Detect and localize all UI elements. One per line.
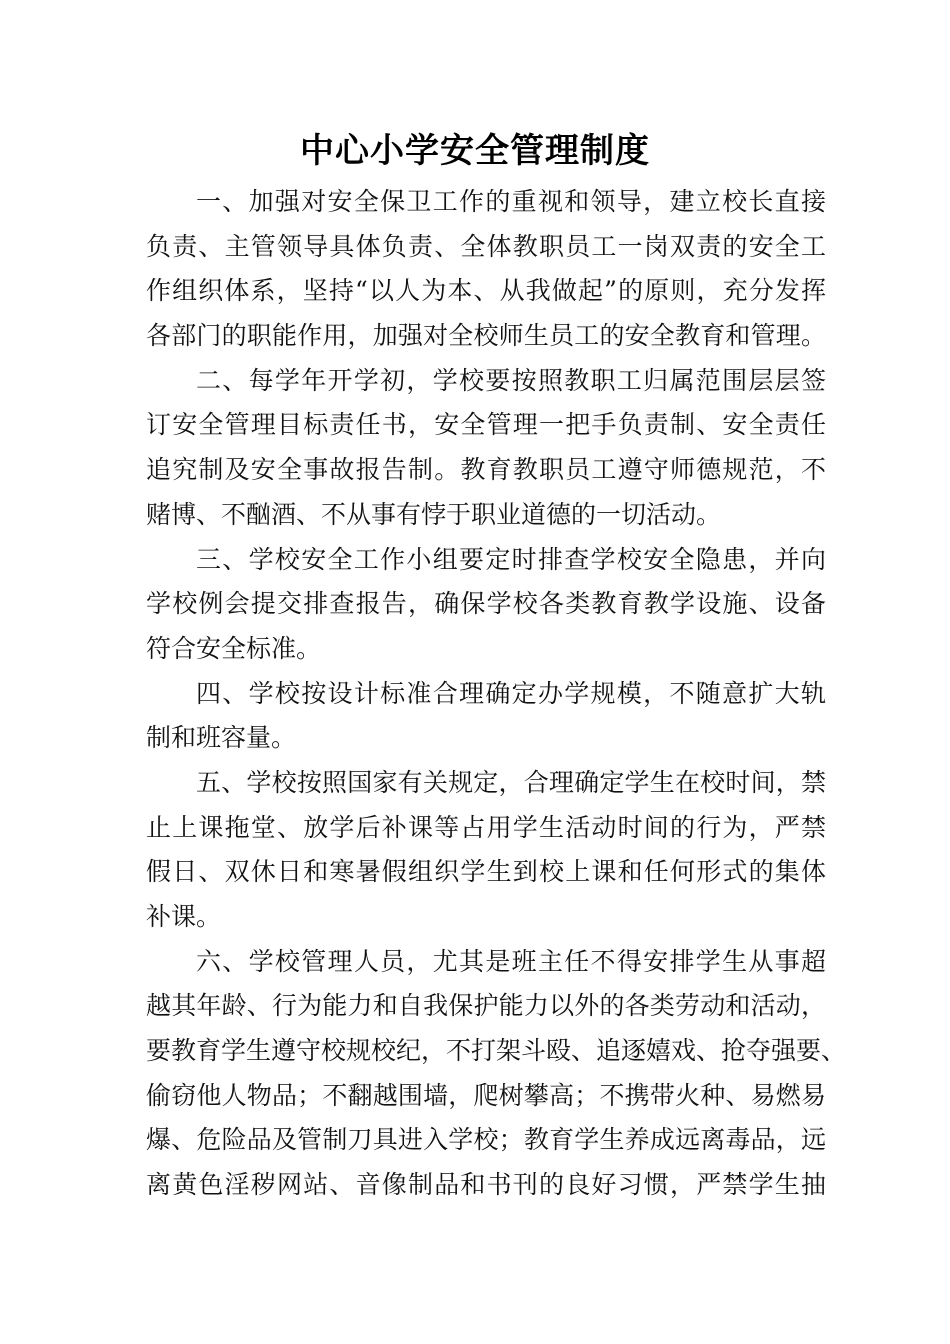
paragraph-line: 离黄色淫秽网站、音像制品和书刊的良好习惯，严禁学生抽 [146,1170,826,1200]
paragraph-line: 订安全管理目标责任书，安全管理一把手负责制、安全责任 [146,410,826,440]
paragraph-line: 符合安全标准。 [146,633,322,663]
paragraph-line: 补课。 [146,902,222,931]
paragraph-line: 各部门的职能作用，加强对全校师生员工的安全教育和管理。 [146,321,826,351]
paragraph-1 [146,180,826,359]
paragraph-line: 负责、主管领导具体负责、全体教职员工一岗双责的安全工 [146,231,826,261]
paragraph-line: 追究制及安全事故报告制。教育教职员工遵守师德规范，不 [146,455,826,485]
paragraph-line: 四、学校按设计标准合理确定办学规模，不随意扩大轨 [196,678,826,708]
document-title: 中心小学安全管理制度 [300,131,650,171]
paragraph-line: 越其年龄、行为能力和自我保护能力以外的各类劳动和活动， [146,991,826,1021]
paragraph-3 [146,538,826,672]
paragraph-line: 假日、双休日和寒暑假组织学生到校上课和任何形式的集体 [146,857,826,887]
document-body [146,180,847,1208]
paragraph-line: 要教育学生遵守校规校纪，不打架斗殴、追逐嬉戏、抢夺强要、 [146,1036,847,1066]
paragraph-line: 六、学校管理人员，尤其是班主任不得安排学生从事超 [196,946,826,976]
paragraph-line: 五、学校按照国家有关规定，合理确定学生在校时间，禁 [196,767,826,797]
paragraph-6 [146,940,847,1208]
paragraph-line: 三、学校安全工作小组要定时排查学校安全隐患，并向 [196,544,826,574]
paragraph-2 [146,359,826,538]
paragraph-line: 作组织体系，坚持“以人为本、从我做起”的原则，充分发挥 [146,276,826,306]
paragraph-line: 制和班容量。 [146,723,297,753]
paragraph-5 [146,761,826,940]
paragraph-line: 爆、危险品及管制刀具进入学校；教育学生养成远离毒品，远 [146,1125,826,1155]
paragraph-line: 学校例会提交排查报告，确保学校各类教育教学设施、设备 [146,589,826,619]
paragraph-line: 偷窃他人物品；不翻越围墙，爬树攀高；不携带火种、易燃易 [146,1080,826,1110]
paragraph-line: 止上课拖堂、放学后补课等占用学生活动时间的行为，严禁 [146,812,826,842]
paragraph-line: 二、每学年开学初，学校要按照教职工归属范围层层签 [196,365,826,395]
paragraph-line: 一、加强对安全保卫工作的重视和领导，建立校长直接 [196,187,826,216]
paragraph-4 [146,672,826,761]
paragraph-line: 赌博、不酗酒、不从事有悖于职业道德的一切活动。 [146,499,722,529]
